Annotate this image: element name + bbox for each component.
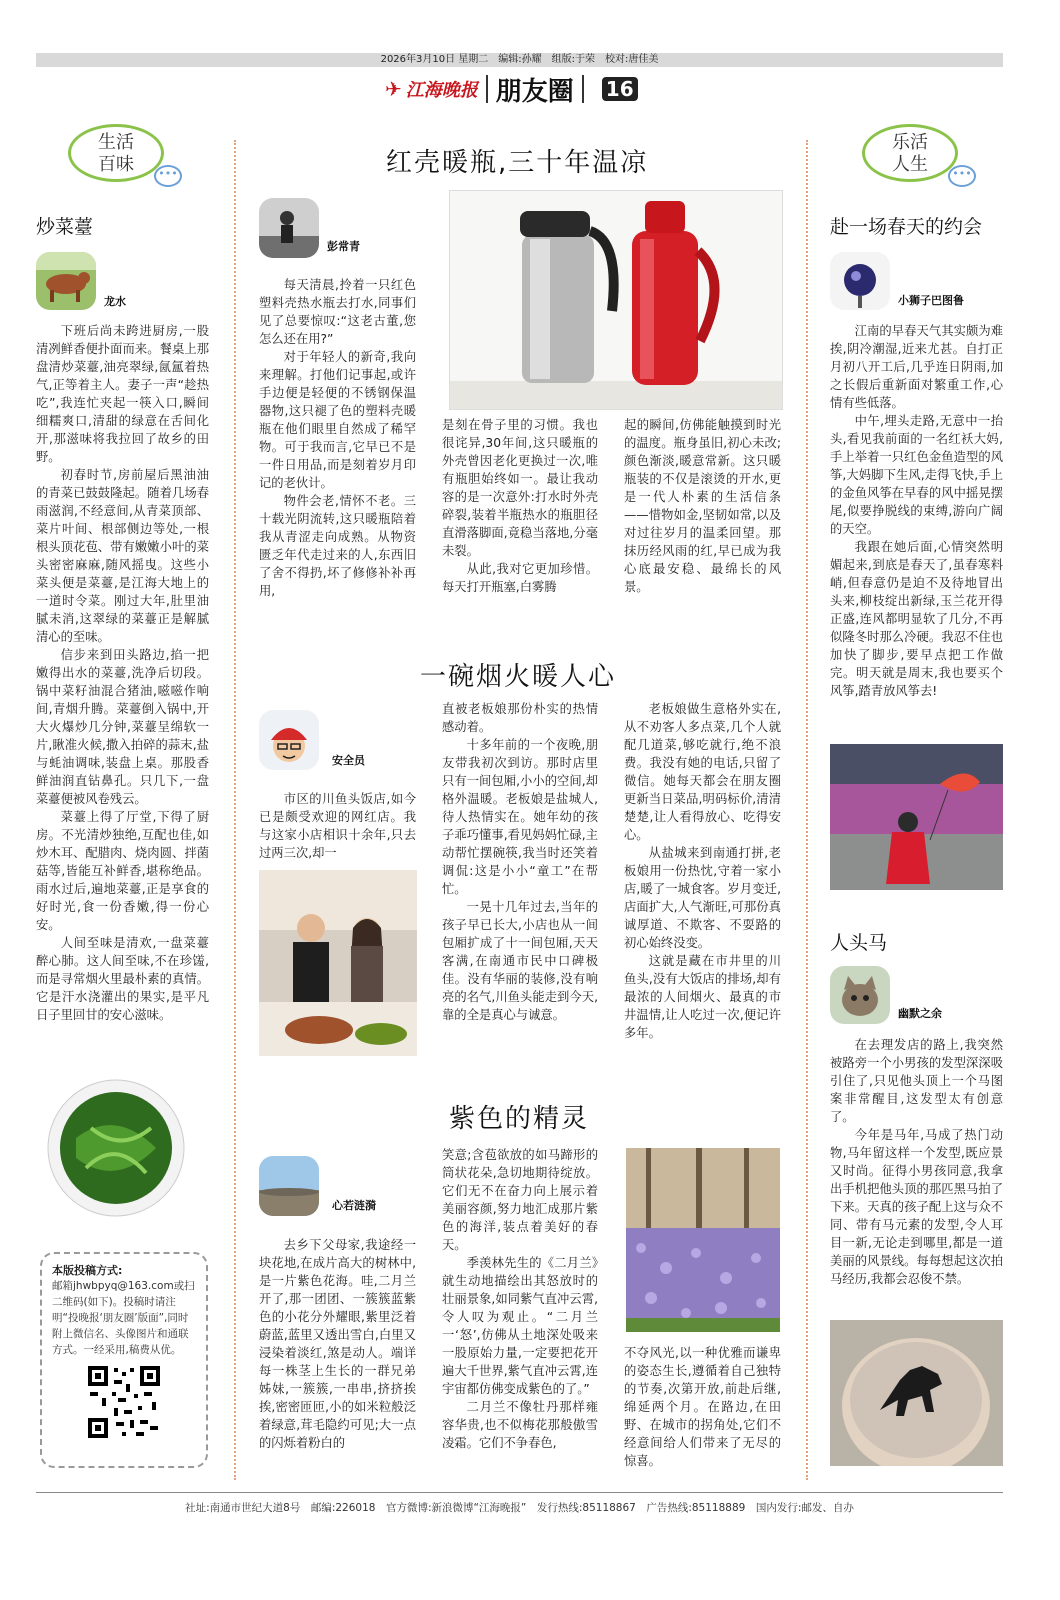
photo-vegetable-plate: [46, 1078, 186, 1218]
submission-body: 邮箱jhwbpyq@163.com或扫二维码(如下)。投稿时请注明“投晚报‘朋友圈’版面”,同时附上微信名、头像图片和通联方式。一经采用,稿费从优。: [52, 1280, 195, 1356]
paragraph: 直被老板娘那份朴实的热情感动着。: [442, 702, 598, 734]
article-body-bottom-col3: [624, 1344, 781, 1470]
section-name: 朋友圈: [495, 76, 574, 107]
paragraph: 笑意;含苞欲放的如马蹄形的筒状花朵,急切地期待绽放。它们无不在奋力向上展示着美丽容颜,努力地汇成那片紫色的海洋,装点着美好的春天。: [442, 1148, 598, 1252]
submission-title: 本版投稿方式:: [52, 1264, 123, 1277]
submission-box: [40, 1252, 208, 1468]
article-title-left: 炒菜薹: [36, 216, 94, 238]
photo-horse-haircut: [830, 1320, 1003, 1466]
masthead-divider-2: [582, 75, 584, 103]
paragraph: 起的瞬间,仿佛能触摸到时光的温度。瓶身虽旧,初心未改;颜色渐淡,暖意常新。这只暖瓶装的不仅是滚烫的开水,更是一代人朴素的生活信条——惜物如金,坚韧如常,以及对过往岁月的温柔回望。那抹历经风雨的红,早已成为我心底最安稳、最绵长的风景。: [624, 418, 781, 594]
photo-kite-lady: [830, 744, 1003, 890]
footer-divider: [36, 1492, 1003, 1493]
photo-thermos-bottles: [449, 190, 783, 410]
article-body-main-col1: [259, 276, 416, 600]
article-title-main: 红壳暖瓶,三十年温凉: [386, 148, 649, 178]
paragraph: 一晃十几年过去,当年的孩子早已长大,小店也从一间包厢扩成了十一间包厢,天天客满,在南通市民中口碑极佳。没有华丽的装修,没有响亮的名气,川鱼头能走到今天,靠的全是真心与诚意。: [442, 900, 598, 1022]
author-name: 彭常青: [327, 240, 360, 253]
paragraph: 下班后尚未跨进厨房,一股清冽鲜香便扑面而来。餐桌上那盘清炒菜薹,油亮翠绿,氤氲着热气,正等着主人。妻子一声“趁热吃”,我连忙夹起一筷入口,瞬间细糯爽口,清甜的绿意在舌间化开,那滋味将我拉回了故乡的田野。: [36, 324, 209, 464]
page-number: 16: [602, 77, 638, 101]
paragraph: 从此,我对它更加珍惜。每天打开瓶塞,白雾腾: [442, 562, 598, 594]
masthead: [385, 72, 638, 106]
paragraph: 二月兰不像牡丹那样雍容华贵,也不似梅花那般傲雪凌霜。它们不争春色,: [442, 1400, 598, 1450]
paragraph: 这就是藏在市井里的川鱼头,没有大饭店的排场,却有最浓的人间烟火、最真的市井温情,让人吃过一次,便记许多年。: [624, 954, 781, 1040]
article-title-mid: 一碗烟火暖人心: [420, 662, 617, 692]
article-title-right2: 人头马: [830, 932, 888, 954]
chat-bubble-icon: •••: [154, 165, 182, 187]
paragraph: 十多年前的一个夜晚,朋友带我初次到访。那时店里只有一间包厢,小小的空间,却格外温暖。老板娘是盐城人,待人热情实在。她年幼的孩子乖巧懂事,看见妈妈忙碌,主动帮忙摆碗筷,我当时还笑着调侃:这是小小“童工”在帮忙。: [442, 738, 598, 896]
avatar-xiaoshizi: [830, 252, 890, 310]
paragraph: 初春时节,房前屋后黑油油的青菜已鼓鼓隆起。随着几场春雨滋润,不经意间,从青菜顶部、菜片叶间、根部侧边等处,一根根头顶花苞、带有嫩嫩小叶的菜头密密麻麻,随风摇曳。这些小菜头便是菜薹,是江海大地上的一道时令菜。刚过大年,肚里油腻未消,这翠绿的菜薹正是解腻清心的至味。: [36, 468, 209, 644]
paragraph: 菜薹上得了厅堂,下得了厨房。不光清炒独绝,互配也佳,如炒木耳、配腊肉、烧肉圆、拌菌菇等,皆能互补鲜香,堪称绝品。雨水过后,遍地菜薹,正是享食的好时光,食一份香嫩,得一份心安。: [36, 810, 209, 932]
article-title-right1: 赴一场春天的约会: [830, 216, 983, 238]
article-body-bottom-col1: [259, 1236, 416, 1452]
paragraph: 中午,埋头走路,无意中一抬头,看见我前面的一名红袄大妈,手上举着一只红色金鱼造型的风筝,大妈脚下生风,走得飞快,手上的金鱼风筝在早春的风中摇晃摆尾,似要挣脱线的束缚,游向广阔的天空。: [830, 414, 1003, 536]
author-name: 心若涟漪: [332, 1199, 376, 1212]
article-body-left: [36, 322, 209, 1024]
article-body-mid-col3: [624, 700, 781, 1042]
avatar-longshui: [36, 252, 96, 310]
paragraph: 信步来到田头路边,掐一把嫩得出水的菜薹,洗净后切段。锅中菜籽油混合猪油,嗞嗞作响间,青烟升腾。菜薹倒入锅中,开大火爆炒几分钟,菜薹呈绵软一片,瞅准火候,撒入拍碎的蒜末,盐与蚝油调味,装盘上桌。那股香鲜油润直钻鼻孔。只几下,一盘菜薹便被风卷残云。: [36, 648, 209, 806]
avatar-xinruolianyi: [259, 1156, 319, 1216]
column-tag-fun: 乐活 人生: [862, 124, 958, 182]
paragraph: 去乡下父母家,我途经一块花地,在成片高大的树林中,是一片紫色花海。哇,二月兰开了,那一团团、一簇簇蓝紫色的小花分外耀眼,紫里泛着蔚蓝,蓝里又透出雪白,白里又浸染着淡红,煞是动人。端详每一株茎上生长的一群兄弟姊妹,一簇簇,一串串,挤挤挨挨,密密匝匝,小的如米粒般泛着绿意,茸毛隐约可见;大一点的闪烁着粉白的: [259, 1238, 416, 1450]
paragraph: 是刻在骨子里的习惯。我也很诧异,30年间,这只暖瓶的外壳曾因老化更换过一次,唯有瓶胆始终如一。最让我动容的是一次意外:打水时外壳碎裂,装着半瓶热水的瓶胆径直滑落脚面,竟稳当落地,分毫未裂。: [442, 418, 598, 558]
paragraph: 今年是马年,马成了热门动物,马年留这样一个发型,既应景又时尚。征得小男孩同意,我拿出手机把他头顶的那匹黑马拍了下来。天真的孩子配上这与众不同、带有马元素的发型,令人耳目一新,无论走到哪里,都是一道美丽的风景线。每每想起这次拍马经历,我都会忍俊不禁。: [830, 1128, 1003, 1286]
paragraph: 对于年轻人的新奇,我向来理解。打他们记事起,或许手边便是轻便的不锈钢保温器物,这只褪了色的塑料壳暖瓶在他们眼里自然成了稀罕物。可于我而言,它早已不是一件日用品,而是刻着岁月印记的老伙计。: [259, 350, 416, 490]
paragraph: 每天清晨,拎着一只红色塑料壳热水瓶去打水,同事们见了总要惊叹:“这老古董,您怎么还在用?”: [259, 278, 416, 346]
article-body-right1: [830, 322, 1003, 700]
brand-logo-icon: ✈: [385, 77, 402, 101]
paragraph: 我跟在她后面,心情突然明媚起来,到底是春天了,虽春寒料峭,但春意仍是迫不及待地冒出头来,柳枝绽出新绿,玉兰花开得正盛,连风都明显软了几分,不再似隆冬时那么冷硬。我忍不住也加快了脚步,要早点把工作做完。明天就是周末,我也要买个风筝,踏青放风筝去!: [830, 540, 1003, 698]
paragraph: 季羡林先生的《二月兰》就生动地描绘出其怒放时的壮丽景象,如同紫气直冲云霄,令人叹为观止。“二月兰一‘怒’,仿佛从土地深处吸来一股原始力量,一定要把花开遍大千世界,紫气直冲云霄,连宇宙都仿佛变成紫色的了。”: [442, 1256, 598, 1396]
column-divider-right: [806, 140, 808, 1480]
article-body-main-col3: [624, 416, 781, 596]
avatar-anquanyuan: [259, 710, 319, 770]
footer-info: 社址:南通市世纪大道8号 邮编:226018 官方微博:新浪微博“江海晚报” 发行热线:85118867 广告热线:85118889 国内发行:邮发、自办: [185, 1502, 854, 1514]
article-title-bottom: 紫色的精灵: [449, 1104, 590, 1134]
dateline: 2026年3月10日 星期二 编辑:孙耀 组版:于荣 校对:唐佳美: [380, 54, 659, 65]
paragraph: 人间至味是清欢,一盘菜薹醉心肺。这人间至味,不在珍馐,而是寻常烟火里最朴素的真情。它是汗水浇灌出的果实,是平凡日子里回甘的安心滋味。: [36, 936, 209, 1022]
brand-name: 江海晚报: [405, 80, 478, 101]
paragraph: 在去理发店的路上,我突然被路旁一个小男孩的发型深深吸引住了,只见他头顶上一个马图案非常醒目,这发型太有创意了。: [830, 1038, 1003, 1124]
paragraph: 物件会老,情怀不老。三十载光阴流转,这只暖瓶陪着我从青涩走向成熟。从物资匮乏年代走过来的人,东西旧了舍不得扔,坏了修修补补再用,: [259, 494, 416, 598]
article-body-bottom-col2: [442, 1146, 598, 1452]
paragraph: 江南的早春天气其实颇为难挨,阴冷潮湿,近来尤甚。自打正月初八开工后,几乎连日阴雨,加之长假后重新面对繁重工作,心情有些低落。: [830, 324, 1003, 410]
qr-code-icon[interactable]: [86, 1364, 162, 1440]
article-body-main-col2: [442, 416, 598, 596]
photo-restaurant-owners: [259, 870, 417, 1056]
article-body-right2: [830, 1036, 1003, 1288]
paragraph: 市区的川鱼头饭店,如今已是颇受欢迎的网红店。我与这家小店相识十余年,只去过两三次,却一: [259, 792, 416, 860]
paragraph: 老板娘做生意格外实在,从不劝客人多点菜,几个人就配几道菜,够吃就行,绝不浪费。我没有她的电话,只留了微信。她每天都会在朋友圈更新当日菜品,明码标价,清清楚楚,让人看得放心、吃得安心。: [624, 702, 781, 842]
chat-bubble-icon: •••: [948, 165, 976, 187]
column-tag-life: 生活 百味: [68, 124, 164, 182]
author-name: 小狮子巴图鲁: [898, 294, 964, 307]
avatar-youmozhiyu: [830, 966, 890, 1024]
author-name: 龙水: [104, 295, 126, 308]
column-divider-left: [234, 140, 236, 1480]
photo-purple-flowers: [626, 1148, 780, 1332]
author-name: 安全员: [332, 754, 365, 767]
author-name: 幽默之余: [898, 1007, 942, 1020]
masthead-divider: [486, 75, 488, 103]
paragraph: 从盐城来到南通打拼,老板娘用一份热忱,守着一家小店,暖了一城食客。岁月变迁,店面扩大,人气渐旺,可那份真诚厚道、不欺客、不耍路的初心始终没变。: [624, 846, 781, 950]
article-body-mid-col2: [442, 700, 598, 1024]
article-body-mid-col1: [259, 790, 416, 862]
paragraph: 不夺风光,以一种优雅而谦卑的姿态生长,遵循着自己独特的节奏,次第开放,前赴后继,绵延两个月。在路边,在田野、在城市的拐角处,它们不经意间给人们带来了无尽的惊喜。: [624, 1346, 781, 1468]
avatar-pengchangqing: [259, 198, 319, 258]
